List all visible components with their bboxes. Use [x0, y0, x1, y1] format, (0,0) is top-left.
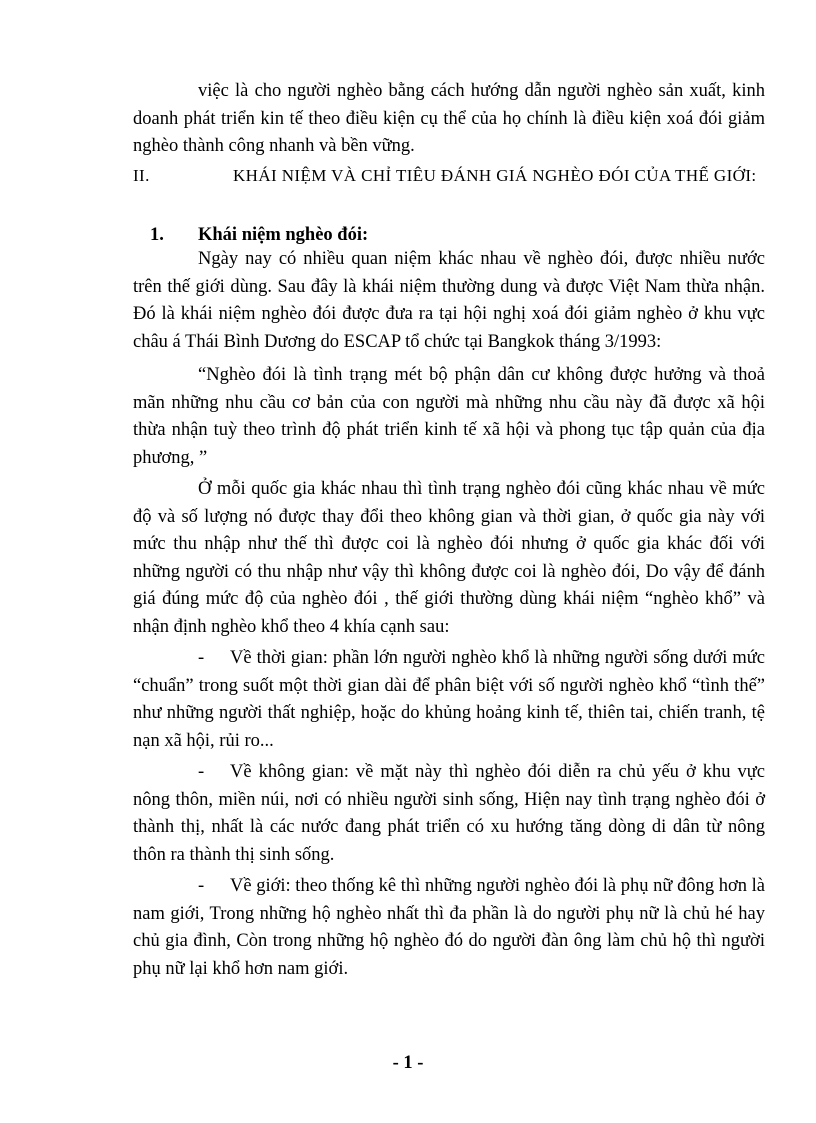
- paragraph-quote: “Nghèo đói là tình trạng mét bộ phận dân cư không được hưởng và thoả mãn những nhu cầu cơ bản của con người mà những nhu cầu này đã được xã hội thừa nhận tuỳ theo trình độ phát triển kinh tế xã hội và phong tục tập quản của địa phương, ”: [133, 365, 765, 468]
- bullet-text: Về giới: theo thống kê thì những người nghèo đói là phụ nữ đông hơn là nam giới, Trong những hộ nghèo nhất thì đa phần là do người phụ nữ là chủ hé hay chủ gia đình, Còn trong những hộ nghèo đó do người đàn ông làm chủ hộ thì người phụ nữ lại khổ hơn nam giới.: [133, 876, 765, 979]
- section-title: KHÁI NIỆM VÀ CHỈ TIÊU ĐÁNH GIÁ NGHÈO ĐÓI CỦA THẾ GIỚI:: [233, 166, 757, 185]
- subsection-heading: [150, 221, 368, 249]
- list-item: [133, 759, 765, 869]
- bullet-dash: -: [198, 648, 205, 668]
- bullet-text: Về không gian: về mặt này thì nghèo đói diễn ra chủ yếu ở khu vực nông thôn, miền núi, nơi có nhiều người sinh sống, Hiện nay tình trạng nghèo đói ở thành thị, nhất là các nước đang phát triển có xu hướng tăng dòng di dân từ nông thôn ra thành thị sinh sống.: [133, 762, 765, 865]
- section-heading: [133, 162, 765, 190]
- list-item: [133, 645, 765, 755]
- paragraph-definition-intro: Ngày nay có nhiều quan niệm khác nhau về nghèo đói, được nhiều nước trên thế giới dùng. Sau đây là khái niệm thường dung và được Việt Nam thừa nhận. Đó là khái niệm nghèo đói được đưa ra tại hội nghị xoá đói giảm nghèo ở khu vực châu á Thái Bình Dương do ESCAP tổ chức tại Bangkok tháng 3/1993:: [133, 249, 765, 352]
- bullet-text: Về thời gian: phần lớn người nghèo khổ là những người sống dưới mức “chuẩn” trong suốt một thời gian dài để phân biệt với số người nghèo khổ “tình thế” như những người thất nghiệp, hoặc do khủng hoảng kinh tế, thiên tai, chiến tranh, tệ nạn xã hội, rủi ro...: [133, 648, 765, 751]
- bullet-dash: -: [198, 876, 205, 896]
- subsection-title: Khái niệm nghèo đói:: [198, 225, 369, 245]
- section-number: II.: [133, 166, 150, 185]
- paragraph-national-differences: Ở mỗi quốc gia khác nhau thì tình trạng nghèo đói cũng khác nhau về mức độ và số lượng nó được thay đổi theo không gian và thời gian, ở quốc gia này với mức thu nhập như thế thì được coi là nghèo đói nhưng ở quốc gia khác đối với những người có thu nhập như vậy thì không được coi là nghèo đói, Do vậy để đánh giá đúng mức độ của nghèo đói , thế giới thường dùng khái niệm “nghèo khổ” và nhận định nghèo khổ theo 4 khía cạnh sau:: [133, 479, 765, 637]
- page-number: - 1 -: [392, 1053, 424, 1073]
- list-item: [133, 873, 765, 983]
- bullet-dash: -: [198, 762, 205, 782]
- body-text: [133, 246, 765, 983]
- continuation-paragraph: việc là cho người nghèo bằng cách hướng dẫn người nghèo sản xuất, kinh doanh phát triển kin tế theo điều kiện cụ thể của họ chính là điều kiện xoá đói giảm nghèo thành công nhanh và bền vững.: [133, 81, 765, 156]
- subsection-number: 1.: [150, 225, 164, 245]
